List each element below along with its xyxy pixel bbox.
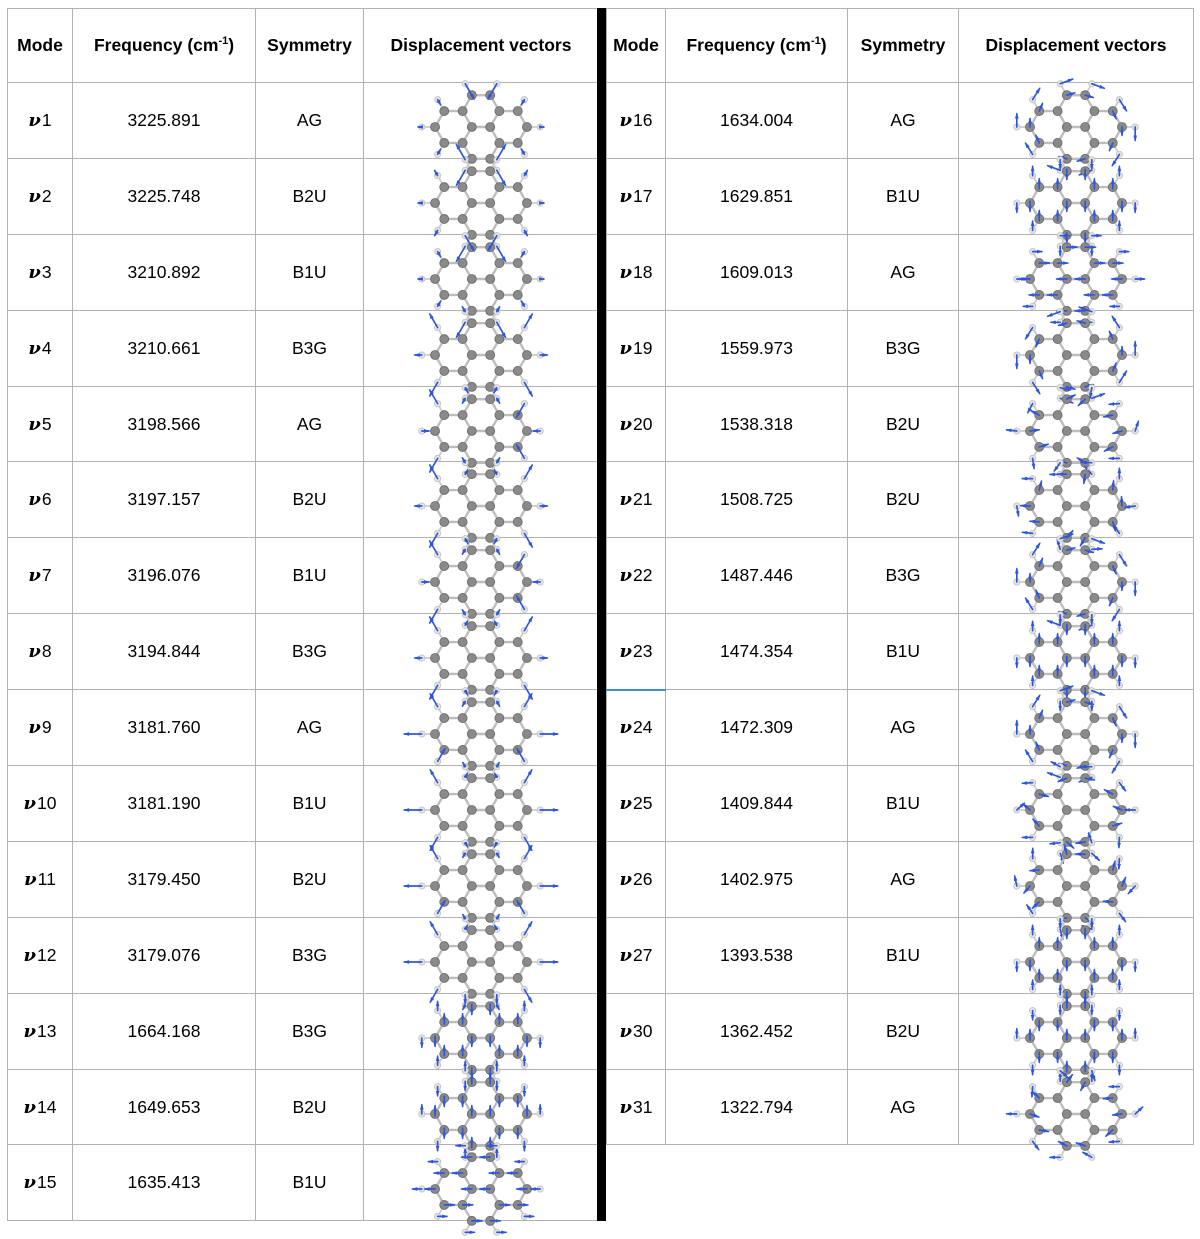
nu-symbol: ν — [24, 945, 37, 966]
symmetry-cell: B3G — [256, 993, 364, 1069]
table-row — [8, 310, 599, 386]
molecule-figure — [364, 305, 598, 379]
displacement-cell — [959, 83, 1194, 159]
nu-symbol: ν — [620, 793, 633, 814]
table-row — [8, 1145, 599, 1221]
mode-number: 30 — [633, 1021, 652, 1041]
frequency-cell: 3225.891 — [73, 83, 256, 159]
symmetry-cell: AG — [848, 690, 959, 766]
symmetry-cell: B1U — [848, 766, 959, 842]
mode-number: 19 — [633, 338, 652, 358]
nu-symbol: ν — [620, 1021, 633, 1042]
frequency-cell: 3198.566 — [73, 386, 256, 462]
col-header-mode: Mode — [607, 9, 666, 83]
mode-number: 21 — [633, 489, 652, 509]
displacement-cell — [364, 993, 599, 1069]
table-row — [607, 386, 1194, 462]
freq-header-superscript: -1 — [218, 35, 228, 47]
symmetry-cell: B2U — [256, 462, 364, 538]
frequency-cell: 1472.309 — [666, 690, 848, 766]
col-header-symmetry: Symmetry — [848, 9, 959, 83]
mode-cell — [8, 158, 73, 234]
mode-number: 4 — [42, 338, 52, 358]
mode-number: 8 — [42, 641, 52, 661]
table-row — [607, 993, 1194, 1069]
col-header-symmetry: Symmetry — [256, 9, 364, 83]
table-row — [8, 462, 599, 538]
nu-symbol: ν — [24, 1097, 37, 1118]
nu-symbol: ν — [620, 489, 633, 510]
nu-symbol: ν — [24, 869, 37, 890]
nu-symbol: ν — [28, 110, 41, 131]
mode-cell — [607, 1069, 666, 1145]
molecule-figure — [364, 836, 598, 910]
symmetry-cell: B3G — [256, 917, 364, 993]
frequency-cell: 1629.851 — [666, 158, 848, 234]
nu-symbol: ν — [620, 338, 633, 359]
nu-symbol: ν — [28, 717, 41, 738]
symmetry-cell: B1U — [848, 158, 959, 234]
blue-annotation-line — [606, 689, 666, 692]
molecule-figure — [959, 153, 1193, 227]
col-header-displacement: Displacement vectors — [364, 9, 599, 83]
header-row — [8, 9, 599, 83]
mode-cell — [607, 158, 666, 234]
mode-cell — [8, 1145, 73, 1221]
molecule-figure — [364, 77, 598, 151]
table-row — [8, 690, 599, 766]
symmetry-cell: B2U — [256, 1069, 364, 1145]
mode-cell — [607, 917, 666, 993]
table-row — [8, 993, 599, 1069]
mode-cell — [8, 310, 73, 386]
nu-symbol: ν — [620, 414, 633, 435]
table-row — [8, 614, 599, 690]
symmetry-cell: B2U — [848, 462, 959, 538]
nu-symbol: ν — [620, 717, 633, 738]
table-row — [8, 1069, 599, 1145]
pyrene-displacement-vectors — [398, 1139, 564, 1239]
frequency-cell: 3194.844 — [73, 614, 256, 690]
mode-cell — [8, 993, 73, 1069]
mode-number: 26 — [633, 869, 652, 889]
table-row — [607, 538, 1194, 614]
mode-cell — [8, 690, 73, 766]
frequency-cell: 1402.975 — [666, 841, 848, 917]
displacement-cell — [364, 1145, 599, 1221]
freq-header-close: ) — [228, 35, 234, 55]
molecule-figure — [959, 1064, 1193, 1138]
molecule-figure — [364, 1139, 598, 1213]
mode-cell — [607, 614, 666, 690]
mode-cell — [8, 83, 73, 159]
nu-symbol: ν — [620, 945, 633, 966]
table-row — [607, 234, 1194, 310]
modes-table-right — [606, 8, 1194, 1145]
displacement-cell — [364, 158, 599, 234]
symmetry-cell: B1U — [256, 234, 364, 310]
frequency-cell: 3179.450 — [73, 841, 256, 917]
mode-number: 20 — [633, 414, 652, 434]
symmetry-cell: B1U — [256, 1145, 364, 1221]
frequency-cell: 3181.190 — [73, 766, 256, 842]
mode-cell — [607, 310, 666, 386]
mode-cell — [607, 841, 666, 917]
table-row — [607, 310, 1194, 386]
mode-number: 12 — [37, 945, 56, 965]
displacement-cell — [364, 538, 599, 614]
freq-header-close: ) — [821, 35, 827, 55]
mode-cell — [607, 234, 666, 310]
frequency-cell: 1664.168 — [73, 993, 256, 1069]
symmetry-cell: B3G — [256, 310, 364, 386]
col-header-displacement: Displacement vectors — [959, 9, 1194, 83]
symmetry-cell: B1U — [256, 538, 364, 614]
mode-number: 5 — [42, 414, 52, 434]
frequency-cell: 3196.076 — [73, 538, 256, 614]
mode-cell — [607, 538, 666, 614]
table-row — [8, 766, 599, 842]
frequency-cell: 1609.013 — [666, 234, 848, 310]
table-row — [607, 841, 1194, 917]
symmetry-cell: B3G — [256, 614, 364, 690]
molecule-figure — [959, 684, 1193, 758]
displacement-cell — [364, 310, 599, 386]
frequency-cell: 1409.844 — [666, 766, 848, 842]
molecule-figure — [364, 532, 598, 606]
col-header-mode: Mode — [8, 9, 73, 83]
molecule-figure — [364, 608, 598, 682]
mode-number: 15 — [37, 1172, 56, 1192]
symmetry-cell: AG — [256, 386, 364, 462]
table-row — [607, 83, 1194, 159]
mode-cell — [8, 766, 73, 842]
table-row — [607, 690, 1194, 766]
molecule-figure — [959, 229, 1193, 303]
table-row — [607, 917, 1194, 993]
molecule-figure — [364, 912, 598, 986]
displacement-cell — [364, 766, 599, 842]
mode-number: 23 — [633, 641, 652, 661]
molecule-figure — [959, 532, 1193, 606]
frequency-cell: 1322.794 — [666, 1069, 848, 1145]
frequency-cell: 1634.004 — [666, 83, 848, 159]
mode-number: 25 — [633, 793, 652, 813]
mode-cell — [607, 766, 666, 842]
displacement-cell — [959, 614, 1194, 690]
symmetry-cell: AG — [848, 83, 959, 159]
mode-number: 9 — [42, 717, 52, 737]
displacement-cell — [959, 158, 1194, 234]
table-row — [8, 917, 599, 993]
molecule-figure — [364, 229, 598, 303]
freq-header-text: Frequency (cm — [686, 35, 810, 55]
mode-cell — [607, 462, 666, 538]
nu-symbol: ν — [620, 110, 633, 131]
symmetry-cell: B2U — [256, 158, 364, 234]
frequency-cell: 1362.452 — [666, 993, 848, 1069]
displacement-cell — [959, 917, 1194, 993]
displacement-cell — [364, 83, 599, 159]
displacement-cell — [364, 690, 599, 766]
molecule-figure — [959, 608, 1193, 682]
left-tbody — [8, 83, 599, 1221]
molecule-figure — [364, 153, 598, 227]
frequency-cell: 3210.892 — [73, 234, 256, 310]
displacement-cell — [959, 690, 1194, 766]
col-header-frequency — [73, 9, 256, 83]
molecule-figure — [364, 381, 598, 455]
molecule-figure — [364, 684, 598, 758]
molecule-figure — [959, 77, 1193, 151]
displacement-cell — [959, 841, 1194, 917]
nu-symbol: ν — [28, 489, 41, 510]
symmetry-cell: B1U — [848, 917, 959, 993]
mode-number: 17 — [633, 186, 652, 206]
symmetry-cell: AG — [848, 841, 959, 917]
frequency-cell: 3179.076 — [73, 917, 256, 993]
table-divider-bar — [597, 8, 606, 1221]
molecule-figure — [959, 760, 1193, 834]
symmetry-cell: AG — [256, 83, 364, 159]
molecule-figure — [364, 988, 598, 1062]
displacement-cell — [364, 917, 599, 993]
right-tbody — [607, 83, 1194, 1145]
frequency-cell: 3197.157 — [73, 462, 256, 538]
molecule-figure — [364, 1064, 598, 1138]
table-row — [607, 614, 1194, 690]
displacement-cell — [364, 386, 599, 462]
nu-symbol: ν — [620, 1097, 633, 1118]
displacement-cell — [364, 1069, 599, 1145]
nu-symbol: ν — [620, 869, 633, 890]
nu-symbol: ν — [28, 338, 41, 359]
table-row — [607, 1069, 1194, 1145]
pyrene-displacement-vectors — [993, 1064, 1159, 1164]
mode-cell — [607, 83, 666, 159]
mode-cell — [607, 386, 666, 462]
mode-number: 16 — [633, 110, 652, 130]
mode-number: 27 — [633, 945, 652, 965]
displacement-cell — [959, 310, 1194, 386]
freq-header-text: Frequency (cm — [94, 35, 218, 55]
nu-symbol: ν — [28, 565, 41, 586]
table-row — [607, 158, 1194, 234]
displacement-cell — [364, 462, 599, 538]
freq-header-superscript: -1 — [811, 35, 821, 47]
mode-number: 13 — [37, 1021, 56, 1041]
mode-number: 7 — [42, 565, 52, 585]
mode-number: 22 — [633, 565, 652, 585]
displacement-cell — [364, 614, 599, 690]
displacement-cell — [959, 993, 1194, 1069]
table-row — [8, 83, 599, 159]
modes-table-left — [7, 8, 599, 1221]
nu-symbol: ν — [620, 186, 633, 207]
mode-number: 11 — [38, 869, 56, 889]
symmetry-cell: B2U — [256, 841, 364, 917]
molecule-figure — [959, 456, 1193, 530]
frequency-cell: 1474.354 — [666, 614, 848, 690]
nu-symbol: ν — [28, 641, 41, 662]
table-row — [607, 766, 1194, 842]
frequency-cell: 1393.538 — [666, 917, 848, 993]
mode-cell — [8, 1069, 73, 1145]
displacement-cell — [959, 1069, 1194, 1145]
symmetry-cell: B2U — [848, 993, 959, 1069]
table-row — [8, 841, 599, 917]
nu-symbol: ν — [620, 565, 633, 586]
nu-symbol: ν — [28, 186, 41, 207]
header-row — [607, 9, 1194, 83]
frequency-cell: 3181.760 — [73, 690, 256, 766]
mode-number: 1 — [42, 110, 52, 130]
molecule-figure — [959, 305, 1193, 379]
frequency-cell: 1538.318 — [666, 386, 848, 462]
nu-symbol: ν — [620, 641, 633, 662]
mode-number: 6 — [42, 489, 52, 509]
displacement-cell — [959, 538, 1194, 614]
mode-number: 2 — [42, 186, 52, 206]
table-row — [8, 386, 599, 462]
molecule-figure — [364, 760, 598, 834]
mode-number: 24 — [633, 717, 652, 737]
nu-symbol: ν — [24, 793, 37, 814]
nu-symbol: ν — [24, 1172, 37, 1193]
displacement-cell — [959, 234, 1194, 310]
mode-number: 14 — [37, 1097, 56, 1117]
mode-number: 31 — [633, 1097, 652, 1117]
table-row — [8, 158, 599, 234]
nu-symbol: ν — [24, 1021, 37, 1042]
mode-cell — [8, 234, 73, 310]
displacement-cell — [959, 386, 1194, 462]
symmetry-cell: B1U — [256, 766, 364, 842]
mode-cell — [607, 690, 666, 766]
symmetry-cell: B1U — [848, 614, 959, 690]
nu-symbol: ν — [620, 262, 633, 283]
mode-cell — [8, 841, 73, 917]
frequency-cell: 1508.725 — [666, 462, 848, 538]
molecule-figure — [364, 456, 598, 530]
symmetry-cell: B3G — [848, 538, 959, 614]
nu-symbol: ν — [28, 414, 41, 435]
nu-symbol: ν — [28, 262, 41, 283]
mode-cell — [8, 614, 73, 690]
displacement-cell — [959, 462, 1194, 538]
symmetry-cell: AG — [848, 234, 959, 310]
mode-number: 10 — [37, 793, 56, 813]
mode-cell — [8, 462, 73, 538]
symmetry-cell: AG — [256, 690, 364, 766]
table-row — [8, 234, 599, 310]
table-row — [8, 538, 599, 614]
molecule-figure — [959, 912, 1193, 986]
frequency-cell: 3225.748 — [73, 158, 256, 234]
mode-number: 18 — [633, 262, 652, 282]
mode-cell — [607, 993, 666, 1069]
mode-number: 3 — [42, 262, 52, 282]
mode-cell — [8, 917, 73, 993]
displacement-cell — [364, 234, 599, 310]
col-header-frequency — [666, 9, 848, 83]
molecule-figure — [959, 988, 1193, 1062]
mode-cell — [8, 386, 73, 462]
molecule-figure — [959, 381, 1193, 455]
displacement-cell — [364, 841, 599, 917]
frequency-cell: 3210.661 — [73, 310, 256, 386]
frequency-cell: 1559.973 — [666, 310, 848, 386]
table-row — [607, 462, 1194, 538]
symmetry-cell: B3G — [848, 310, 959, 386]
symmetry-cell: B2U — [848, 386, 959, 462]
mode-cell — [8, 538, 73, 614]
molecule-figure — [959, 836, 1193, 910]
frequency-cell: 1635.413 — [73, 1145, 256, 1221]
symmetry-cell: AG — [848, 1069, 959, 1145]
displacement-cell — [959, 766, 1194, 842]
frequency-cell: 1649.653 — [73, 1069, 256, 1145]
frequency-cell: 1487.446 — [666, 538, 848, 614]
